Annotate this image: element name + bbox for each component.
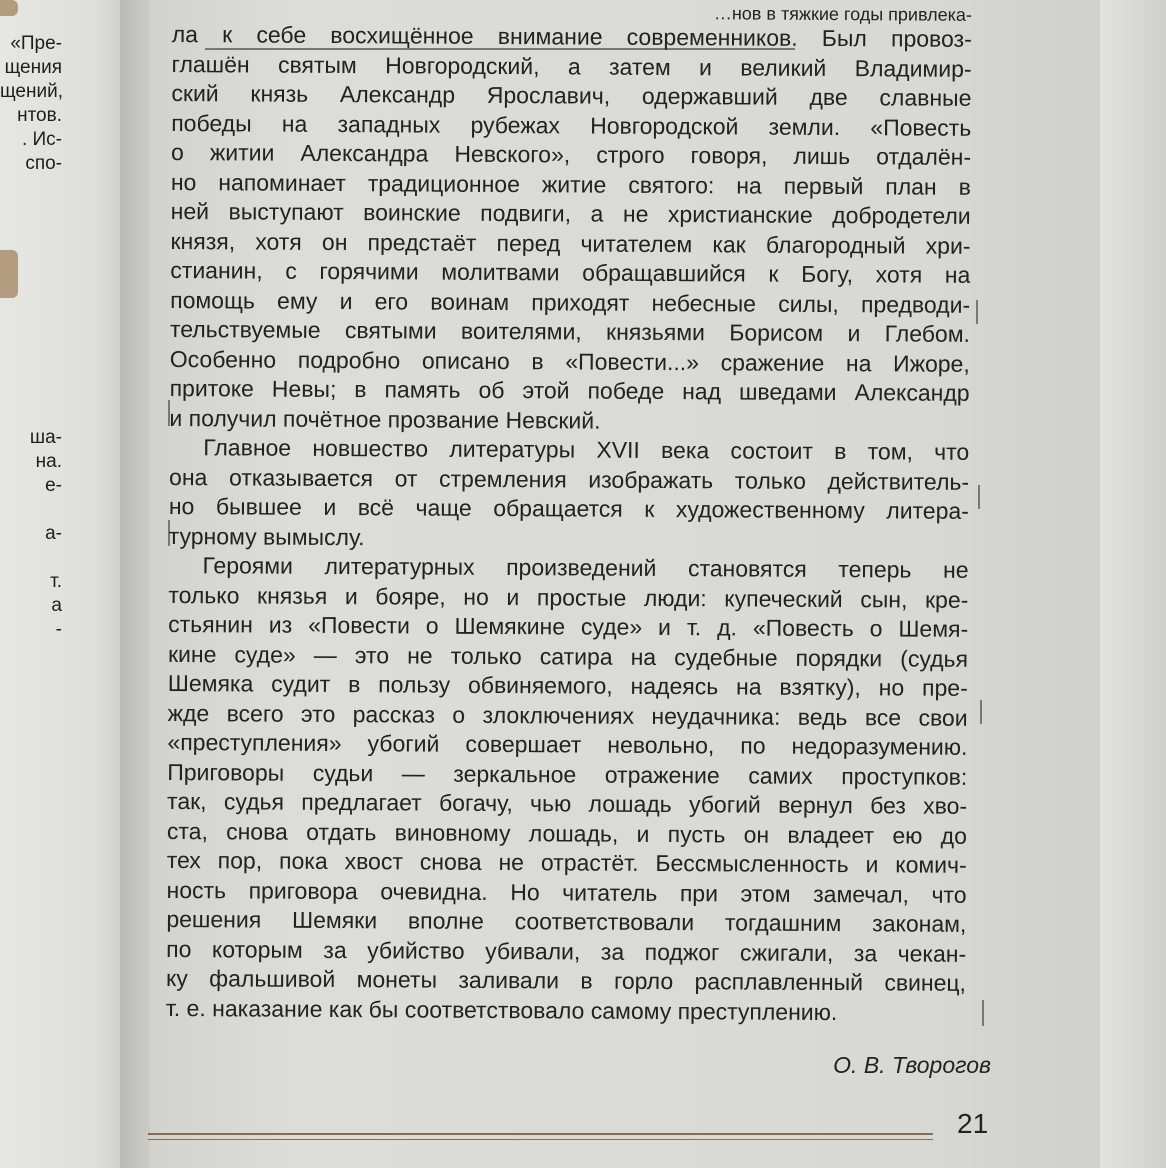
text-line-fragment: …нов в тяжкие годы привлека- [713, 3, 972, 25]
left-page-fragment: нтов. [17, 105, 62, 126]
bookmark-tab [0, 0, 18, 16]
text-line: Героями литературных произведений становятся теперь не [202, 552, 969, 583]
text-line: решения Шемяки вполне соответствовали тогдашним законам, [166, 905, 967, 937]
text-line: ла к себе восхищённое внимание современников. Был провоз- [171, 20, 972, 52]
text-line: и получил почётное прозвание Невский. [169, 404, 601, 434]
text-line: кине суде» — это не только сатира на судебные порядки (судья [167, 640, 969, 672]
text-line: ность приговора очевидна. Но читатель при этом замечал, что [166, 876, 967, 908]
text-line: ней выступают воинские подвиги, а не христианские добродетели [170, 197, 971, 229]
page-edge [1100, 0, 1166, 1168]
left-page-fragment: на. [35, 451, 62, 472]
left-page-fragment: е- [45, 475, 62, 496]
author-signature: О. В. Творогов [833, 1052, 991, 1078]
left-page-fragment: спо- [25, 153, 62, 174]
left-page-fragment: . Ис- [21, 129, 62, 150]
text-line: победы на западных рубежах Новгородской земли. «Повесть [171, 109, 972, 141]
left-page-fragment: т. [50, 571, 62, 592]
text-line: тех пор, пока хвост снова не отрастёт. Бессмысленность и комич- [166, 846, 967, 878]
text-line: притоке Невы; в память об этой победе над шведами Александр [169, 374, 970, 406]
text-line: она отказывается от стремления изображать только действитель- [169, 463, 970, 495]
text-line: ку фальшивой монеты заливали в горло расплавленный свинец, [165, 964, 967, 996]
left-page-fragment: щений, [0, 81, 63, 102]
left-page-fragment [0, 546, 62, 570]
text-line: жде всего это рассказ о злоключениях неудачника: ведь все свои [167, 699, 968, 731]
footer-rule [148, 1133, 933, 1140]
left-page-fragment: - [55, 619, 62, 640]
text-line: князя, хотя он предстаёт перед читателем как благородный хри- [170, 227, 971, 259]
left-page-fragment: «Пре- [10, 33, 62, 54]
left-page-fragment [0, 498, 62, 522]
text-line: о житии Александра Невского», строго говоря, лишь отдалён- [170, 138, 972, 170]
left-page-fragment: а- [45, 523, 62, 544]
pencil-mark [978, 485, 980, 509]
text-line: по которым за убийство убивали, за поджог сжигали, за чекан- [166, 935, 967, 967]
text-line: тельствуемые святыми воителями, князьями Борисом и Глебом. [169, 315, 971, 347]
left-page-fragment: щения [4, 57, 62, 78]
text-line: Особенно подробно описано в «Повести...» сражение на Ижоре, [169, 345, 970, 377]
text-line: стьянин из «Повести о Шемякине суде» и т. д. «Повесть о Шемя- [168, 610, 969, 642]
bookmark-tab [0, 250, 18, 298]
text-line: Приговоры судьи — зеркальное отражение самих проступков: [167, 758, 968, 790]
body-text [166, 0, 972, 1028]
pencil-mark [980, 700, 982, 724]
text-line: т. е. наказание как бы соответствовало самому преступлению. [165, 994, 838, 1025]
text-line: стианин, с горячими молитвами обращавшийся к Богу, хотя на [170, 256, 971, 288]
text-line: только князья и бояре, но и простые люди: купеческий сын, кре- [168, 581, 969, 613]
text-line: глашён святым Новгородский, а затем и великий Владимир- [171, 50, 972, 82]
page-number: 21 [957, 1108, 989, 1139]
text-line: Шемяка судит в пользу обвиняемого, надеясь на взятку), но пре- [167, 669, 968, 701]
text-line: так, судья предлагает богачу, чью лошадь убогий вернул без хво- [167, 787, 968, 819]
left-page-fragment: а [51, 595, 62, 616]
text-line: помощь ему и его воинам приходят небесные силы, предводи- [170, 286, 971, 318]
text-line: но напоминает традиционное житие святого: на первый план в [170, 168, 971, 200]
text-line: ский князь Александр Ярославич, одержавший две славные [171, 79, 972, 111]
text-line: «преступления» убогий совершает невольно, по недоразумению. [167, 728, 968, 760]
text-line: Главное новшество литературы XVII века состоит в том, что [203, 434, 970, 465]
pencil-mark [976, 300, 978, 324]
pencil-mark [982, 1000, 984, 1026]
text-line: ста, снова отдать виновному лошадь, и пусть он владеет ею до [166, 817, 967, 849]
text-line: турному вымыслу. [168, 522, 365, 550]
text-line: но бывшее и всё чаще обращается к художественному литера- [168, 492, 969, 524]
left-page-fragment: ша- [29, 427, 62, 448]
